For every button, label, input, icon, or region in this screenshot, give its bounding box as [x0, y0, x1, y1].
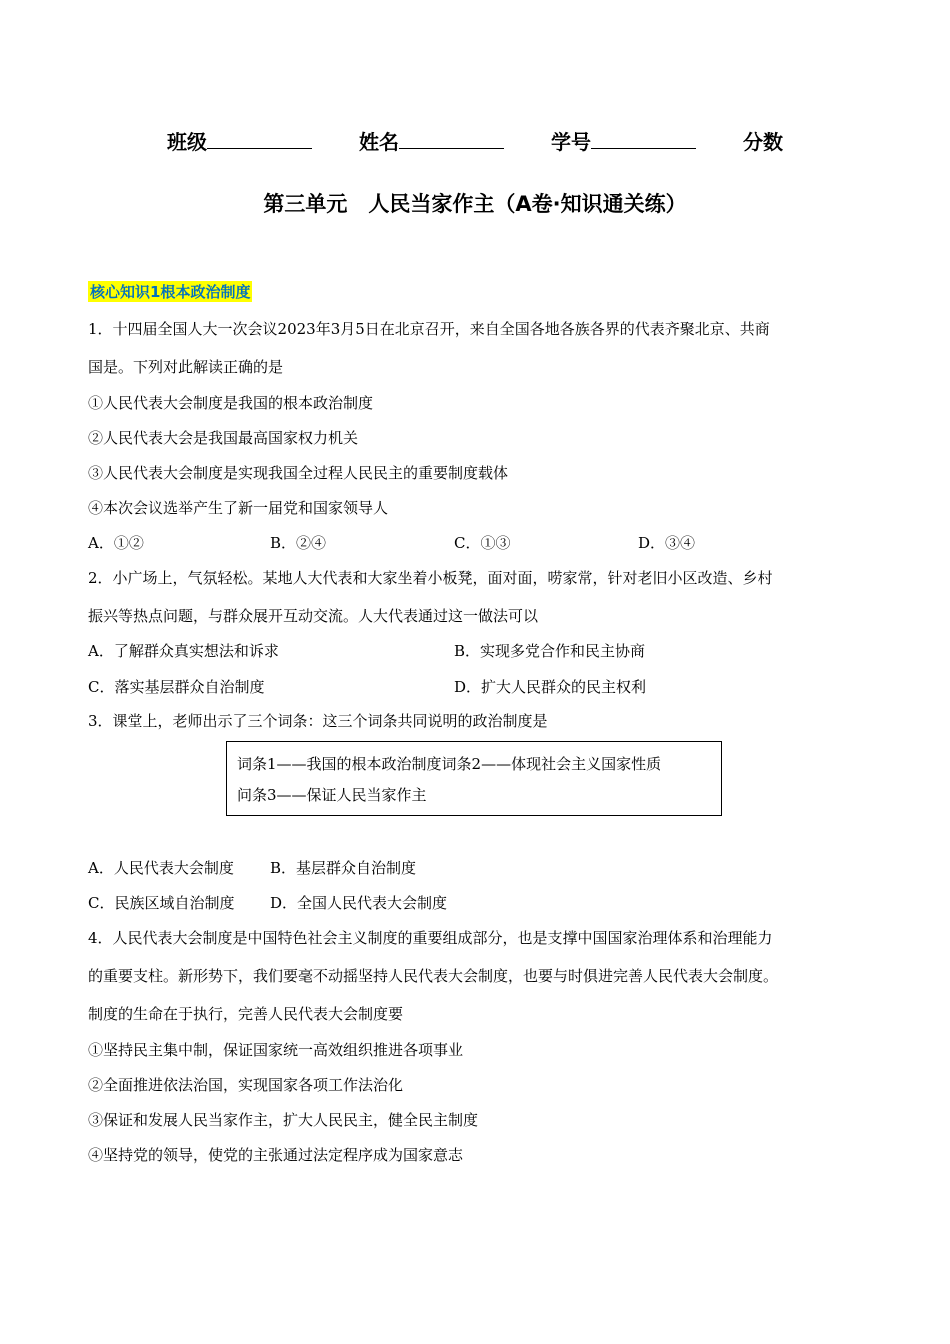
q1-option-d: D．③④ [638, 534, 696, 552]
q3-box-line1: 词条1——我国的根本政治制度词条2——体现社会主义国家性质 [237, 755, 662, 773]
q3-option-d: D．全国人民代表大会制度 [270, 894, 448, 912]
q3-option-c: C．民族区域自治制度 [88, 894, 235, 912]
student-id-blank[interactable] [591, 130, 696, 149]
score-field [743, 126, 783, 155]
q1-option-c: C．①③ [454, 534, 511, 552]
q2-stem-line1: 2．小广场上，气氛轻松。某地人大代表和大家坐着小板凳，面对面，唠家常，针对老旧小区改造、乡村 [88, 569, 773, 587]
q1-item-3: ③人民代表大会制度是实现我国全过程人民民主的重要制度载体 [88, 464, 509, 482]
q3-option-a: A．人民代表大会制度 [88, 859, 234, 877]
q2-option-a: A．了解群众真实想法和诉求 [88, 642, 279, 660]
class-field [167, 126, 312, 155]
name-field [359, 126, 504, 155]
q4-item-4: ④坚持党的领导，使党的主张通过法定程序成为国家意志 [88, 1146, 464, 1164]
q2-option-d: D．扩大人民群众的民主权利 [454, 678, 647, 696]
q3-term-box [226, 741, 722, 816]
q1-item-1: ①人民代表大会制度是我国的根本政治制度 [88, 394, 374, 412]
q1-stem-line1: 1．十四届全国人大一次会议2023年3月5日在北京召开，来自全国各地各族各界的代表齐聚北京、共商 [88, 320, 770, 338]
class-blank[interactable] [207, 130, 312, 149]
section-heading: 核心知识1根本政治制度 [90, 283, 251, 301]
q2-option-c: C．落实基层群众自治制度 [88, 678, 265, 696]
q2-option-b: B．实现多党合作和民主协商 [454, 642, 646, 660]
q1-item-2: ②人民代表大会是我国最高国家权力机关 [88, 429, 359, 447]
score-label: 分数 [742, 130, 783, 154]
q4-item-3: ③保证和发展人民当家作主，扩大人民民主，健全民主制度 [88, 1111, 479, 1129]
q1-option-a: A．①② [88, 534, 144, 552]
student-info-header [0, 126, 950, 155]
q3-option-b: B．基层群众自治制度 [270, 859, 417, 877]
q1-option-b: B．②④ [270, 534, 327, 552]
name-label: 姓名 [359, 130, 400, 154]
q4-item-2: ②全面推进依法治国，实现国家各项工作法治化 [88, 1076, 404, 1094]
q1-item-4: ④本次会议选举产生了新一届党和国家领导人 [88, 499, 389, 517]
q1-stem-line2: 国是。下列对此解读正确的是 [88, 358, 284, 376]
q3-stem: 3．课堂上，老师出示了三个词条：这三个词条共同说明的政治制度是 [88, 712, 548, 730]
student-id-label: 学号 [550, 130, 591, 154]
q3-box-line2: 问条3——保证人民当家作主 [237, 786, 427, 804]
q2-stem-line2: 振兴等热点问题，与群众展开互动交流。人大代表通过这一做法可以 [88, 607, 539, 625]
page-title: 第三单元 人民当家作主（A卷·知识通关练） [263, 192, 687, 216]
name-blank[interactable] [399, 130, 504, 149]
q4-stem-line2: 的重要支柱。新形势下，我们要毫不动摇坚持人民代表大会制度，也要与时俱进完善人民代表大会制度。 [88, 967, 779, 985]
class-label: 班级 [167, 130, 208, 154]
student-id-field [551, 126, 696, 155]
q4-stem-line1: 4．人民代表大会制度是中国特色社会主义制度的重要组成部分，也是支撑中国国家治理体系和治理能力 [88, 929, 773, 947]
q4-item-1: ①坚持民主集中制，保证国家统一高效组织推进各项事业 [88, 1041, 464, 1059]
q4-stem-line3: 制度的生命在于执行，完善人民代表大会制度要 [88, 1005, 404, 1023]
